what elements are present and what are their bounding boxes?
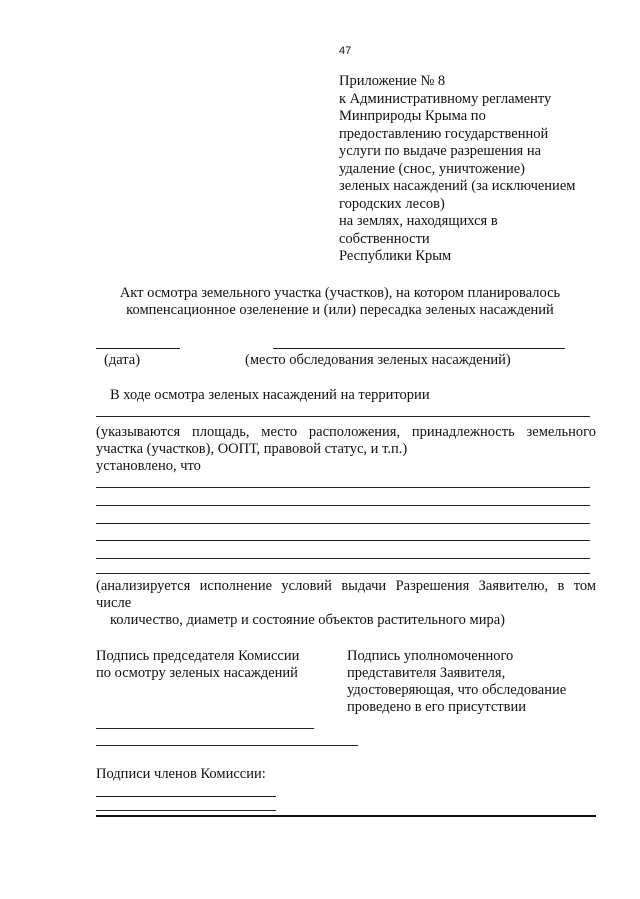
appendix-line: Приложение № 8	[339, 73, 446, 89]
place-label: (место обследования зеленых насаждений)	[245, 352, 511, 368]
appendix-line: Минприроды Крыма по	[339, 108, 486, 124]
rep-signature-line	[96, 745, 358, 746]
appendix-block	[339, 73, 575, 266]
established-label: установлено, что	[96, 458, 201, 474]
date-label: (дата)	[104, 352, 141, 368]
appendix-line: городских лесов)	[339, 195, 445, 212]
members-label: Подписи членов Комиссии:	[96, 766, 266, 782]
act-title-line-2: компенсационное озеленение и (или) пересадка зеленых насаждений	[126, 302, 554, 318]
appendix-line: Республики Крым	[339, 248, 452, 264]
inspection-text: В ходе осмотра зеленых насаждений на территории	[110, 387, 430, 403]
blank-line	[96, 540, 590, 541]
member-signature-line	[96, 810, 276, 811]
chair-signature-label-1: Подпись председателя Комиссии	[96, 648, 300, 664]
rep-signature-label-1: Подпись уполномоченного	[347, 648, 514, 664]
rep-signature-label-2: представителя Заявителя,	[347, 665, 506, 681]
page-bottom-rule	[96, 815, 596, 817]
appendix-line: предоставлению государственной	[339, 125, 549, 142]
appendix-line: удаление (снос, уничтожение)	[339, 160, 525, 177]
member-signature-line	[96, 796, 276, 797]
appendix-line: зеленых насаждений (за исключением	[339, 178, 576, 194]
act-title-line-1: Акт осмотра земельного участка (участков), на котором планировалось	[119, 285, 561, 301]
blank-line	[96, 487, 590, 488]
territory-note-line-1: (указываются площадь, место расположения, принадлежность земельного	[96, 424, 596, 440]
page-number: 47	[339, 45, 352, 57]
appendix-line: к Административному регламенту	[339, 90, 552, 107]
blank-line	[96, 523, 590, 524]
appendix-line: услуги по выдаче разрешения на	[339, 143, 542, 159]
appendix-line: собственности	[339, 230, 430, 247]
blank-line	[96, 505, 590, 506]
chair-signature-label-2: по осмотру зеленых насаждений	[96, 665, 298, 681]
blank-line	[96, 558, 590, 559]
analysis-note-line-3: количество, диаметр и состояние объектов растительного мира)	[110, 612, 505, 628]
rep-signature-label-4: проведено в его присутствии	[347, 699, 526, 715]
rep-signature-label-3: удостоверяющая, что обследование	[347, 682, 567, 698]
place-signature-line	[273, 348, 565, 349]
date-signature-line	[96, 348, 180, 349]
blank-line	[96, 573, 590, 574]
analysis-note-line-2: числе	[96, 595, 132, 611]
appendix-line: на землях, находящихся в	[339, 213, 498, 229]
chair-signature-line	[96, 728, 314, 729]
blank-line	[96, 416, 590, 417]
analysis-note-line-1: (анализируется исполнение условий выдачи Разрешения Заявителю, в том	[96, 578, 596, 594]
territory-note-line-2: участка (участков), ООПТ, правовой статус, и т.п.)	[96, 441, 408, 457]
